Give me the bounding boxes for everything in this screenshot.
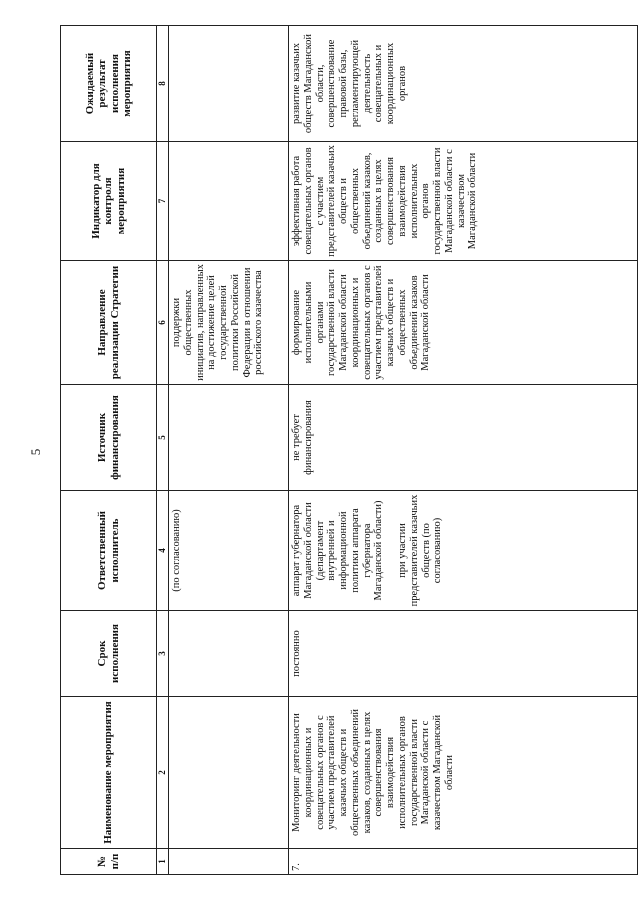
column-number: 5 [157,385,169,491]
column-number: 3 [157,611,169,697]
rotated-page [60,26,638,875]
cell-deadline: постоянно [289,611,638,697]
header-indicator: Индикатор для контроля мероприятия [61,142,157,261]
table-row [169,26,289,875]
cell-number [169,849,289,875]
executor-main: аппарат губернатора Магаданской области (департамент внутренней и информационной политики аппарата губернатора Магаданской области) [291,500,385,601]
cell-funding: не требует финансирования [289,385,638,491]
cell-executor [289,491,638,611]
header-number: № п/п [61,849,157,875]
column-number: 2 [157,697,169,849]
column-numbers-row [157,26,169,875]
column-number: 8 [157,26,169,142]
header-deadline: Срок исполнения [61,611,157,697]
header-event-name: Наименование мероприятия [61,697,157,849]
cell-indicator: эффективная работа совещательных органов с участием представителей казачьих обществ и общественных объединений казаков, созданных в целях совершенствования взаимодействия исполнительных органов государственной власти Магаданской области с казачеством Магаданской области [289,142,638,261]
header-executor: Ответственный исполнитель [61,491,157,611]
table-frame [60,26,638,875]
header-funding: Источник финансирования [61,385,157,491]
table-row [289,26,638,875]
cell-funding [169,385,289,491]
column-number: 4 [157,491,169,611]
header-result: Ожидаемый результат исполнения мероприятия [61,26,157,142]
header-row [61,26,157,875]
header-direction: Направление реализации Стратегии [61,261,157,385]
cell-event-name: Мониторинг деятельности координационных и совещательных органов с участием представителей казачьих обществ и общественных объединений казаков, созданных в целях совершенствования взаимодействия исполнительных органов государственной власти Магаданской области с казачеством Магаданской области [289,697,638,849]
cell-event-name [169,697,289,849]
cell-indicator [169,142,289,261]
column-number: 1 [157,849,169,875]
cell-executor: (по согласованию) [169,491,289,611]
page-number: 5 [28,448,43,456]
cell-deadline [169,611,289,697]
cell-result: развитие казачьих обществ Магаданской области, совершенствование правовой базы, регламентирующей деятельность совещательных и координационных органов [289,26,638,142]
cell-result [169,26,289,142]
events-table [60,25,638,875]
executor-participation: при участии представителей казачьих обществ (по согласованию) [397,494,444,607]
column-number: 6 [157,261,169,385]
cell-direction: формирование исполнительными органами государственной власти Магаданской области координационных и совещательных органов с участием представителей казачьих обществ и общественных объединений казаков Магаданской области [289,261,638,385]
cell-direction: поддержки общественных инициатив, направленных на достижение целей государственной политики Российской Федерации в отношении российского казачества [169,261,289,385]
column-number: 7 [157,142,169,261]
cell-number: 7. [289,849,638,875]
